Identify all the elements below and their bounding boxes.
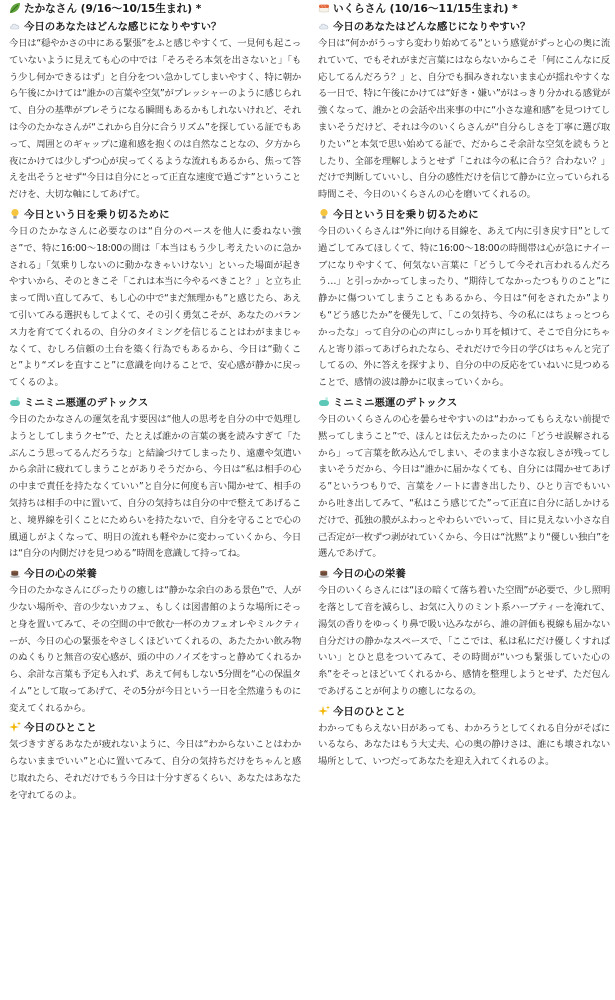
left-title-text: たかなさん (9/16〜10/15生まれ) * <box>24 3 202 15</box>
right-mood-text: 今日は“何かがうっすら変わり始めてる”という感覚がずっと心の奥に流れていて、でもそれがまだ言葉にはならないからこそ「何にこんなに反応してるんだろう？」と、自分でも掴みきれないまま心が揺れやすくなる一日で、特に午後にかけては“好き・嫌い”がはっきり分かれる感覚が強くなって、誰かとの会話や出来事の中に“小さな違和感”を見つけてしまいそうだけど、それは今のいくらさんが“自分らしさを丁寧に選び取りたい”と本気で思い始めてる証で、だからこそ余計な空気を読もうとしたり、全部を理解しようとせず「これは今の私に合う？合わない？」だけで判断していいし、自分の感性だけを信じて静かに立っていられる時間こそ、今日のいくらさんの心を磨いてくれるの。 <box>318 38 610 201</box>
right-detox-heading: ミニミニ悪運のデトックス <box>318 396 610 412</box>
right-nourish-heading: 今日の心の栄養 <box>318 567 610 583</box>
right-detox-text: 今日のいくらさんの心を曇らせやすいのは“わかってもらえない前提で黙ってしまうこと”で、ほんとは伝えたかったのに「どうせ誤解されるから」って言葉を飲み込んでしまい、そのまま小さな寂しさが残ってしまいそうだから、今日は“誰かに届かなくても、自分には聞かせてあげる”というつもりで、言葉をノートに書き出したり、ひとり言でもいいから吐き出してみて、“私はこう感じてた”って正直に自分に話しかけるだけで、孤独の膜がふわっとやわらいでいって、目に見えない小さな自己否定が一枚ずつ剥がれていくから、今日は“沈黙”より“優しい独白”を選んであげて。 <box>318 413 610 560</box>
left-nourish-text: 今日のたかなさんにぴったりの癒しは“静かな余白のある景色”で、人が少ない場所や、音の少ないカフェ、もしくは図書館のような場所にそっと身を置いてみて、その空間の中で飲む一杯のカフェオレやミルクティーが、今日の心の緊張をやさしくほどいてくれるの、あたたかい飲み物のぬくもりと無音の安心感が、頭の中のノイズをすっと静めてくれるから、余計な言葉も予定も入れず、あえて何もしない5分間を“心の保温タイム”として取ってあげて、その5分が今日という一日を全然違うものに変えてくれるから。 <box>9 585 302 714</box>
left-title <box>9 2 301 18</box>
soap-icon <box>318 396 330 408</box>
left-detox-heading: ミニミニ悪運のデトックス <box>9 396 301 412</box>
left-nourish-heading: 今日の心の栄養 <box>9 567 301 583</box>
left-word-heading: 今日のひとこと <box>9 721 301 737</box>
coffee-icon <box>318 567 330 579</box>
right-word-heading: 今日のひとこと <box>318 705 610 721</box>
herb-icon <box>9 2 21 14</box>
right-tips-heading: 今日という日を乗り切るために <box>318 208 610 224</box>
light-bulb-icon <box>9 208 21 220</box>
soap-icon <box>9 396 21 408</box>
left-mood-heading: 今日のあなたはどんな感じになりやすい？ <box>9 20 301 36</box>
left-mood-text: 今日は“穏やかさの中にある緊張”をふと感じやすくて、一見何も起こっていないように見えても心の中では「そろそろ本気を出さないと」「もう少し何かできるはず」と自分をつい急かしてしまいやすく、特に朝から午後にかけては“誰かの言葉や空気”がプレッシャーのように感じられて、自分の基準がブレそうになる瞬間もあるかもしれないけれど、それは今のたかなさんが“これから自分に合うリズム”を探している証でもあって、周囲とのギャップに違和感を抱くのは自然なことなの、夕方から夜にかけては少しずつ心が戻ってくるような流れもあるから、焦って答えを出そうとせず“今日は自分にとって正直な速度で過ごす”ということだけを、大切な軸にしてあげて。 <box>9 38 301 201</box>
right-title-text: いくらさん (10/16〜11/15生まれ) * <box>333 3 518 15</box>
right-word-text: わかってもらえない日があっても、わかろうとしてくれる自分がそばにいるなら、あなたはもう大丈夫、心の奥の静けさは、誰にも壊されない場所として、いつだってあなたを迎え入れてくれるのよ。 <box>318 722 610 768</box>
left-column <box>9 0 301 809</box>
coffee-icon <box>9 567 21 579</box>
left-word-text: 気づきすぎるあなたが疲れないように、今日は“わからないことはわからないままでいい”と心に置いてみて、自分の気持ちだけをちゃんと感じ取れたら、それだけでもう今日は十分すぎるくらい、あなたはあなたを守れてるのよ。 <box>9 739 301 801</box>
left-tips-heading: 今日という日を乗り切るために <box>9 208 301 224</box>
sparkles-icon <box>318 705 330 717</box>
sushi-icon <box>318 2 330 14</box>
right-nourish-text: 今日のいくらさんには“ほの暗くて落ち着いた空間”が必要で、少し照明を落として音を減らし、お気に入りのミント系ハーブティーを淹れて、湯気の香りをゆっくり鼻で吸い込みながら、誰の評価も視線も届かない自分だけの静かなスペースで、「ここでは、私は私にだけ優しくすればいい」とひと息をついてみて、その時間が“いつも緊張していた心の糸”をそっとほどいてくれるから、感情を整理しようとせず、ただ包んであげることが何よりの癒しになるの。 <box>318 585 610 697</box>
left-detox-text: 今日のたかなさんの運気を乱す要因は“他人の思考を自分の中で処理しようとしてしまうクセ”で、たとえば誰かの言葉の裏を読みすぎて「たぶんこう思ってるんだろうな」と結論づけてしまったり、遠慮や気遣いから余計に疲れてしまうことがありそうだから、今日は“私は相手の心の中まで責任を持たなくていい”と自分に何度も言い聞かせて、相手の気持ちは相手の中に置いて、自分の気持ちは自分の中で整えてあげること、境界線を引くことにためらいを持たないで、自分を守ることで心の風通しがよくなって、明日の流れも軽やかに変わっていくから、今日は“自分の内側だけを見つめる”時間を意識して持ってね。 <box>9 413 301 560</box>
cloud-icon <box>318 20 330 32</box>
right-column <box>318 0 610 775</box>
light-bulb-icon <box>318 208 330 220</box>
left-tips-text: 今日のたかなさんに必要なのは“自分のペースを他人に委ねない強さ”で、特に16:00〜18:00の間は「本当はもう少し考えたいのに急かされる」「気乗りしないのに動かなきゃいけない」といった場面が起きやすいから、そのときこそ「これは本当に今やるべきこと？」と立ち止まって問い直してみて、もし心の中で“まだ無理かも”と感じたら、あえて引いてみる選択もしてよくて、その引く勇気こそが、あなたのバランス力を育ててくれるの、自分のタイミングを信じることはわがままじゃなくて、むしろ信頼の土台を築く行為でもあるから、今日は“動くこと”より“ズレを直すこと”に意識を向けることで、安心感が静かに戻ってくるのよ。 <box>9 225 301 389</box>
right-mood-heading: 今日のあなたはどんな感じになりやすい？ <box>318 20 610 36</box>
right-title <box>318 2 610 18</box>
cloud-icon <box>9 20 21 32</box>
sparkles-icon <box>9 721 21 733</box>
right-tips-text: 今日のいくらさんは“外に向ける目線を、あえて内に引き戻す日”として過ごしてみてほしくて、特に16:00〜18:00の時間帯は心が急にナイーブになりやすくて、何気ない言葉に「どうして今それ言われるんだろう…」と引っかかってしまったり、“期待してなかったつもりのこと”に静かに傷ついてしまうこともあるから、今日は“何をされたか”よりも“どう感じたか”を優先して、「この気持ち、今の私にはちょっとつらかったな」って自分の心の声にしっかり耳を傾けて、そこで自分にちゃんと寄り添ってあげられたなら、それだけで今日の学びはちゃんと完了してるの、外に答えを探すより、自分の中の反応をていねいに見つめることで、感情の波は静かに収まっていくから。 <box>318 225 610 389</box>
